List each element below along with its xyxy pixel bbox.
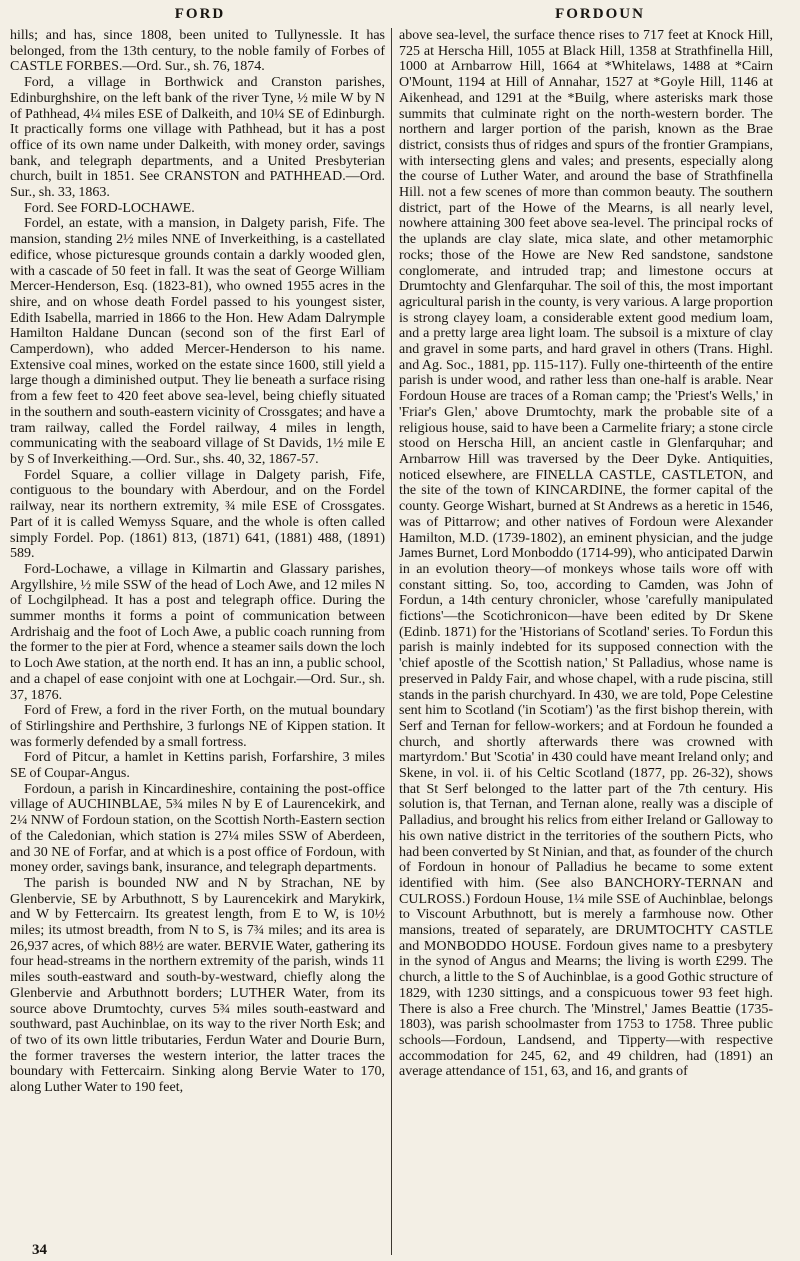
right-column xyxy=(392,28,773,1255)
paragraph: Ford of Pitcur, a hamlet in Kettins parish, Forfarshire, 3 miles SE of Coupar-Angus. xyxy=(10,750,385,782)
running-head-left: FORD xyxy=(174,6,226,22)
paragraph: The parish is bounded NW and N by Strachan, NE by Glenbervie, SE by Arbuthnott, S by Laurencekirk and Marykirk, and W by Fettercairn. Its greatest length, from E to W, is 10½ miles; its utmost breadth, from N to S, is 7¾ miles; and its area is 26,937 acres, of which 88½ are water. BERVIE Water, gathering its four head-streams in the northern extremity of the parish, winds 11 miles south-eastward and south-by-westward, chiefly along the Glenbervie and Arbuthnott borders; LUTHER Water, from its source above Drumtochty, curves 5¾ miles south-eastward and southward, past Auchinblae, on its way to the river North Esk; and of two of its own little tributaries, Ferdun Water and Dourie Burn, the former traverses the western interior, the latter traces the boundary with Fettercairn. Sinking along Bervie Water to 170, along Luther Water to 190 feet, xyxy=(10,875,385,1096)
paragraph: Fordoun, a parish in Kincardineshire, containing the post-office village of AUCHINBLAE, 5¾ miles N by E of Laurencekirk, and 2¼ NNW of Fordoun station, on the Scottish North-Eastern section of the Caledonian, which station is 27¼ miles SSW of Aberdeen, and 30 NE of Forfar, and at which is a post office of Fordoun, with money order, savings bank, insurance, and telegraph departments. xyxy=(10,781,385,876)
paragraph: Ford-Lochawe, a village in Kilmartin and Glassary parishes, Argyllshire, ½ mile SSW of the head of Loch Awe, and 12 miles N of Lochgilphead. It has a post and telegraph office. During the summer months it forms a point of communication between Ardrishaig and the foot of Loch Awe, a public coach running from the former to the pier at Ford, whence a steamer sails down the loch to Loch Awe station, at the north end. It has an inn, a public school, and a chapel of ease conjoint with one at Lochgair.—Ord. Sur., sh. 37, 1876. xyxy=(10,561,386,703)
left-column xyxy=(10,28,391,1255)
paragraph: hills; and has, since 1808, been united to Tullynessle. It has belonged, from the 13th century, to the noble family of Forbes of CASTLE FORBES.—Ord. Sur., sh. 76, 1874. xyxy=(10,28,385,75)
paragraph: Fordel, an estate, with a mansion, in Dalgety parish, Fife. The mansion, standing 2½ miles NNE of Inverkeithing, is a castellated edifice, whose picturesque grounds contain a darkly wooded glen, with a cascade of 50 feet in fall. It was the seat of George William Mercer-Henderson, Esq. (1823-81), who owned 1955 acres in the shire, and on whose death Fordel passed to his youngest sister, Edith Isabella, married in 1866 to the Hon. Hew Adam Dalrymple Hamilton Haldane Duncan (second son of the first Earl of Camperdown), who added Mercer-Henderson to his name. Extensive coal mines, worked on the estate since 1600, still yield a large though a diminished output. They lie beneath a surface rising from a few feet to 420 feet above sea-level, being chiefly situated in the southern and south-eastern vicinity of Crossgates; and have a tram railway, called the Fordel railway, 4 miles in length, communicating with the seaboard village of St Davids, 1½ mile E by S of Inverkeithing.—Ord. Sur., shs. 40, 32, 1867-57. xyxy=(10,216,385,467)
running-head xyxy=(0,0,800,28)
paragraph: Ford, a village in Borthwick and Cranston parishes, Edinburghshire, on the left bank of the river Tyne, ½ mile W by N of Pathhead, 4¼ miles ESE of Dalkeith, and 10¼ SE of Edinburgh. It practically forms one village with Pathhead, but it has a post office of its own name under Dalkeith, with money order, savings bank, and telegraph departments, and a United Presbyterian church, built in 1851. See CRANSTON and PATHHEAD.—Ord. Sur., sh. 33, 1863. xyxy=(10,75,385,201)
paragraph: Ford. See FORD-LOCHAWE. xyxy=(24,200,195,216)
paragraph: Ford of Frew, a ford in the river Forth, on the mutual boundary of Stirlingshire and Perthshire, 3 furlongs NE of Kippen station. It was formerly defended by a small fortress. xyxy=(10,703,385,750)
paragraph: Fordel Square, a collier village in Dalgety parish, Fife, contiguous to the boundary with Aberdour, and on the Fordel railway, near its northern extremity, ¾ mile ESE of Crossgates. Part of it is called Wemyss Square, and the whole is often called simply Fordel. Pop. (1861) 813, (1871) 641, (1881) 488, (1891) 589. xyxy=(10,467,385,562)
page-number: 34 xyxy=(28,1242,51,1259)
paragraph: above sea-level, the surface thence rises to 717 feet at Knock Hill, 725 at Herscha Hill, 1055 at Black Hill, 1358 at Strathfinella Hill, 1000 at Arnbarrow Hill, 1664 at *Whitelaws, 1488 at *Cairn O'Mount, 1194 at Hill of Annahar, 1527 at *Goyle Hill, 1146 at Aikenhead, and 1291 at the *Builg, where asterisks mark those summits that culminate right on the north-western border. The northern and larger portion of the parish, known as the Brae district, consists thus of ridges and spurs of the frontier Grampians, with intersecting glens and vales; and presents, especially along the course of Luther Water, and around the base of Strathfinella Hill. not a few scenes of more than common beauty. The southern district, part of the Howe of the Mearns, is all nearly level, nowhere attaining 300 feet above sea-level. The principal rocks of the uplands are clay slate, mica slate, and other metamorphic rocks; those of the Howe are New Red sandstone, sandstone conglomerate, and intruded trap; and limestone occurs at Drumtochty and Glenfarquhar. The soil of this, the most important agricultural parish in the county, is very various. A large proportion is strong clayey loam, a considerable extent good medium loam, and a pretty large area light loam. The subsoil is a mixture of clay and gravel in some parts, and hard gravel in others (Trans. Highl. and Ag. Soc., 1881, pp. 115-117). Fully one-thirteenth of the entire parish is under wood, and rather less than one-half is arable. Near Fordoun House are traces of a Roman camp; the 'Priest's Wells,' in 'Friar's Glen,' above Drumtochty, mark the probable site of a religious house, said to have been a Carmelite friary; a stone circle stood on Herscha Hill, an ancient castle in Glenfarquhar; and Arnbarrow Hill was traversed by the Deer Dyke. Antiquities, noticed elsewhere, are FINELLA CASTLE, CASTLETON, and the site of the town of KINCARDINE, the former capital of the county. George Wishart, burned at St Andrews as a heretic in 1546, was of Pittarrow; and other natives of Fordoun were Alexander Hamilton, M.D. (1739-1802), an eminent physician, and the judge James Burnet, Lord Monboddo (1714-99), who anticipated Darwin in an evolution theory—of monkeys whose tails wore off with constant sitting. So, too, according to Camden, was John of Fordun, a 14th century chronicler, whose 'carefully manipulated fictions'—the Scotichronicon—have been edited by Dr Skene (Edinb. 1871) for the 'Historians of Scotland' series. To Fordun this parish is mainly indebted for its supposed connection with the 'chief apostle of the Scottish nation,' St Palladius, whose name is preserved in Paldy Fair, and whose chapel, with a rude piscina, still stands in the parish churchyard. In 430, we are told, Pope Celestine sent him to Scotland ('in Scotiam') 'as the first bishop therein, with Serf and Ternan for fellow-workers; and at Fordoun he founded a church, and shortly afterwards there was crowned with martyrdom.' But 'Scotia' in 430 could have meant Ireland only; and Skene, in vol. ii. of his Celtic Scotland (1877, pp. 26-32), shows that St Serf belonged to the latter part of the 7th century. His solution is, that Ternan, and Ternan alone, really was a disciple of Palladius, and brought his relics from either Ireland or Galloway to his own native district in the territories of the southern Picts, who had been converted by St Ninian, and that, as founder of the church of Fordoun in honour of Palladius he became to some extent identified with him. (See also BANCHORY-TERNAN and CULROSS.) Fordoun House, 1¼ mile SSE of Auchinblae, belongs to Viscount Arbuthnott, but is merely a farmhouse now. Other mansions, treated of separately, are DRUMTOCHTY CASTLE and MONBODDO HOUSE. Fordoun gives name to a presbytery in the synod of Angus and Mearns; the living is worth £299. The church, a little to the S of Auchinblae, is a good Gothic structure of 1829, with 1230 sittings, and a conspicuous tower 93 feet high. There is also a Free church. The 'Minstrel,' James Beattie (1735-1803), was parish schoolmaster from 1753 to 1758. Three public schools—Fordoun, Landsend, and Tipperty—with respective accommodation for 245, 62, and 49 children, had (1891) an average attendance of 151, 63, and 16, and grants of xyxy=(399,28,773,1080)
text-columns xyxy=(10,28,794,1255)
running-head-right: FORDOUN xyxy=(555,6,645,22)
